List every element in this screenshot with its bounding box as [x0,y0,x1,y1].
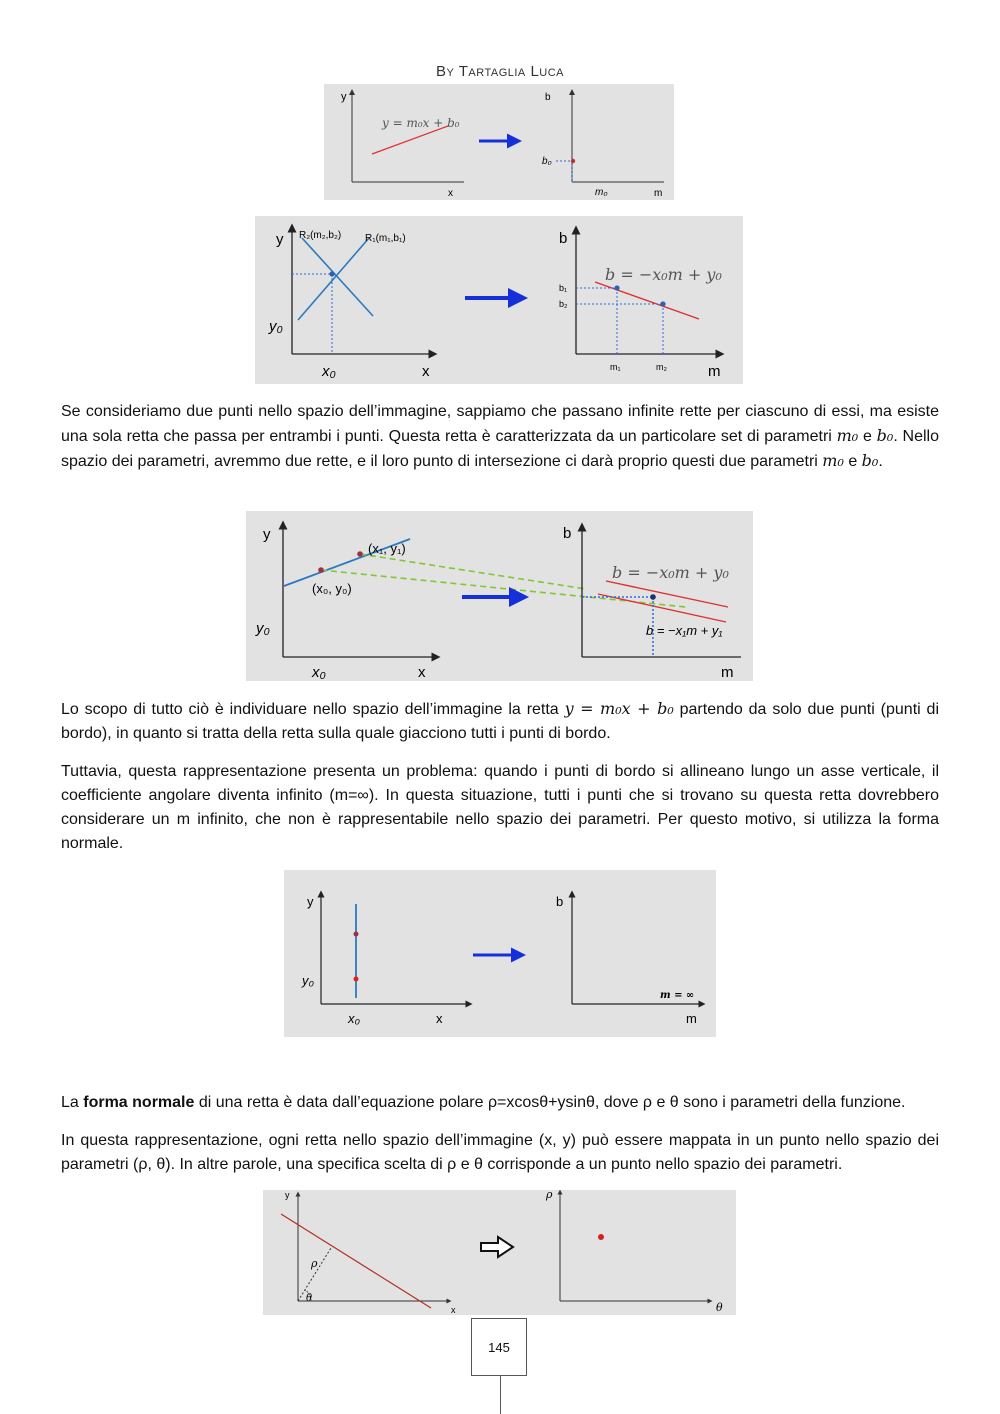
theta-label: θ [306,1293,313,1304]
equation-0: b = −x₀m + y₀ [612,563,729,582]
m2-label: m₂ [656,362,667,372]
math-b0: b₀ [876,426,894,445]
point-upper [354,932,359,937]
b0-label: b₀ [542,156,552,167]
x0-label: x₀ [312,664,326,681]
bold-term: forma normale [83,1094,195,1111]
m-label: m [686,1011,697,1026]
normal-segment [298,1248,331,1301]
m-infinity-label: m = ∞ [660,990,695,1001]
x0-label: x₀ [348,1011,360,1026]
page-header: By Tartaglia Luca [435,63,565,80]
text-segment: e [843,453,862,470]
m-label: m [654,188,663,199]
text-segment: di una retta è data dall’equazione polare ρ=xcosθ+ysinθ, dove ρ e θ sono i parametri della funzione. [194,1094,906,1111]
text-segment: . Nello spazio dei parametri, avremmo due rette, e il loro punto di intersezione ci darà proprio questi due parametri [61,428,939,470]
x-label: x [422,363,430,380]
point-lower [354,977,359,982]
b1-label: b₁ [559,283,568,293]
rho-axis-label: ρ [546,1190,553,1201]
equation-1: b = −x₁m + y₁ [646,623,723,638]
p1-label: (x₁, y₁) [368,541,406,556]
point-m0-b0 [571,159,575,163]
m1-label: m₁ [610,362,621,372]
paragraph-problem: Tuttavia, questa rappresentazione presenta un problema: quando i punti di bordo si allineano lungo un asse verticale, il coefficiente angolare diventa infinito (m=∞). In questa situazione, tutti i punti che si trovano su questa retta dovrebbero considerare un m infinito, che non è rappresentabile nello spazio dei parametri. Per questo motivo, si utilizza la forma normale. [61,763,939,852]
red-line [372,126,448,154]
math-line-equation: y = m₀x + b₀ [564,699,674,718]
rho-label: ρ [311,1257,318,1270]
x-label: x [448,188,453,199]
intersection-point [329,271,334,276]
line-equation: b = −x₀m + y₀ [605,265,722,284]
y0-label: y₀ [269,318,283,335]
y-label: y [276,231,284,248]
hollow-arrow-icon [481,1237,513,1257]
text-segment: La [61,1094,84,1111]
line-equation: y = m₀x + b₀ [382,116,460,130]
text-segment: partendo da solo due punti (punti di bordo), in quanto si tratta della retta sulla quale giacciono tutti i punti di bordo. [61,701,940,742]
intersection-point [650,594,656,600]
figure-line-to-point [324,84,674,200]
text-segment: Se consideriamo due punti nello spazio dell’immagine, sappiamo che passano infinite rette per ciascuno di essi, ma esiste una sola retta che passa per entrambi i punti. Questa retta è caratterizzata da un particolare set di parametri [61,403,939,445]
b-label: b [545,92,551,103]
figure-polar [263,1190,736,1315]
point-0 [318,567,324,573]
x-label: x [418,664,426,681]
math-b0: b₀ [861,451,879,470]
theta-axis-label: θ [716,1301,723,1314]
x-label: x [451,1305,456,1315]
paragraph-normal-form [61,1091,939,1115]
point-2 [660,301,665,306]
b2-label: b₂ [559,299,568,309]
x0-label: x₀ [322,363,336,380]
page-number-line [500,1376,501,1414]
red-line-1 [598,594,726,622]
b-label: b [563,525,572,542]
page-number: 145 [471,1318,527,1376]
parameter-point [598,1234,604,1240]
red-line [595,282,699,319]
red-line-0 [606,581,728,607]
b-label: b [556,894,564,909]
r1-label: R₁(m₁,b₁) [365,233,406,244]
math-m0: m₀ [822,451,844,470]
figure-two-points [246,511,753,681]
y-label: y [285,1190,290,1200]
x-label: x [436,1011,443,1026]
paragraph-intro [61,400,939,474]
text-segment: . [878,453,883,470]
text-segment: e [858,428,877,445]
y-label: y [341,91,347,103]
paragraph-mapping: In questa rappresentazione, ogni retta nello spazio dell’immagine (x, y) può essere mappata in un punto nello spazio dei parametri (ρ, θ). In altre parole, una specifica scelta di ρ e θ corrisponde a un punto nello spazio dei parametri. [61,1132,939,1173]
point-1 [614,285,619,290]
b-label: b [559,230,568,247]
point-1 [357,551,363,557]
figure-vertical-line [284,870,716,1037]
green-dashed-2 [360,554,586,589]
r2-label: R₂(m₂,b₂) [299,230,342,241]
text-segment: Lo scopo di tutto ciò è individuare nello spazio dell’immagine la retta [61,701,565,718]
paragraph-scope [61,697,939,746]
y-label: y [263,526,271,543]
p0-label: (x₀, y₀) [312,581,352,596]
line [281,1214,431,1308]
m-label: m [721,664,734,681]
y-label: y [307,894,314,909]
math-m0: m₀ [836,426,859,445]
m-label: m [708,363,721,380]
figure-two-lines [255,216,743,384]
y0-label: y₀ [302,973,314,988]
m0-label: m₀ [595,187,608,198]
line-r1 [298,238,369,320]
y0-label: y₀ [256,620,270,637]
